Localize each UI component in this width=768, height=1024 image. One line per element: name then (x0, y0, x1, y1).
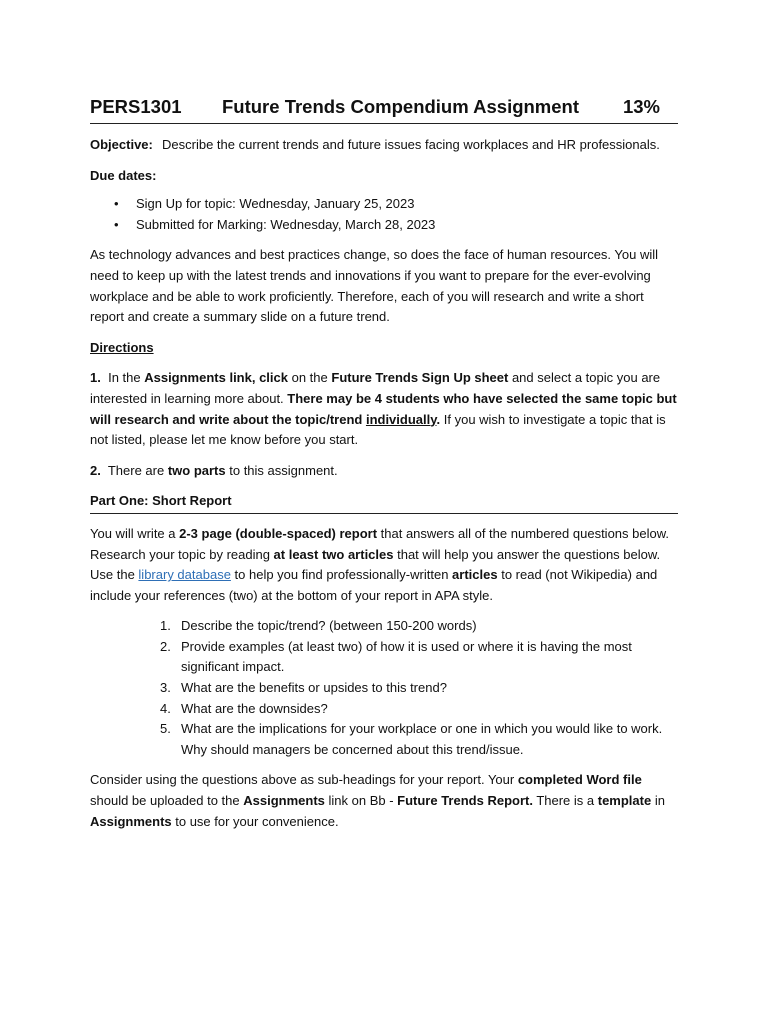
library-database-link[interactable]: library database (138, 567, 231, 583)
document-header (90, 95, 678, 124)
due-dates-list (90, 194, 678, 235)
direction-step-1: 1. In the Assignments link, click on the Future Trends Sign Up sheet and select a topic you are interested in learning more about. There may be 4 students who have selected the same topic but will research and write about the topic/trend individually. If you wish to investigate a topic that is not listed, please let me know before you start. (90, 370, 677, 448)
questions-list (90, 616, 678, 760)
question-item: 5. What are the implications for your workplace or one in which you would like to work. Why should managers be concerned about this trend/issue. (160, 721, 663, 757)
due-date-item: • Submitted for Marking: Wednesday, March 28, 2023 (110, 215, 678, 236)
objective-label: Objective: (90, 137, 153, 152)
grade-weight: 13% (622, 96, 660, 117)
part-one-paragraph: You will write a 2-3 page (double-spaced) report that answers all of the numbered questions below. Research your topic by reading at least two articles that will help you answer the questions below. Use the library database to help you find professionally-written articles to read (not Wikipedia) and include your references (two) at the bottom of your report in APA style. (90, 525, 670, 603)
question-item: 4. What are the downsides? (160, 700, 328, 716)
course-code: PERS1301 (90, 96, 182, 117)
submission-paragraph: Consider using the questions above as sub-headings for your report. Your completed Word file should be uploaded to the Assignments link on Bb - Future Trends Report. There is a template in Assignments to use for your convenience. (90, 772, 665, 829)
objective-text: Describe the current trends and future issues facing workplaces and HR professionals. (162, 137, 660, 152)
question-item: 2. Provide examples (at least two) of how it is used or where it is having the most significant impact. (160, 638, 632, 675)
assignment-title: Future Trends Compendium Assignment (222, 96, 580, 117)
due-dates-heading: Due dates: (90, 167, 157, 183)
part-one-heading: Part One: Short Report (90, 491, 678, 514)
direction-step-2: 2. There are two parts to this assignment. (90, 462, 338, 478)
document-page (90, 95, 678, 832)
question-item: 3. What are the benefits or upsides to this trend? (160, 680, 447, 696)
intro-paragraph: As technology advances and best practices change, so does the face of human resources. You will need to keep up with the latest trends and innovations if you want to prepare for the ever-evolving workplace and be able to work proficiently. Therefore, each of you will research and write a short report and create a summary slide on a future trend. (90, 247, 659, 325)
objective-paragraph (90, 135, 678, 156)
due-date-item: • Sign Up for topic: Wednesday, January 25, 2023 (110, 194, 678, 215)
directions-heading: Directions (90, 339, 154, 355)
question-item: 1. Describe the topic/trend? (between 150-200 words) (160, 618, 477, 634)
